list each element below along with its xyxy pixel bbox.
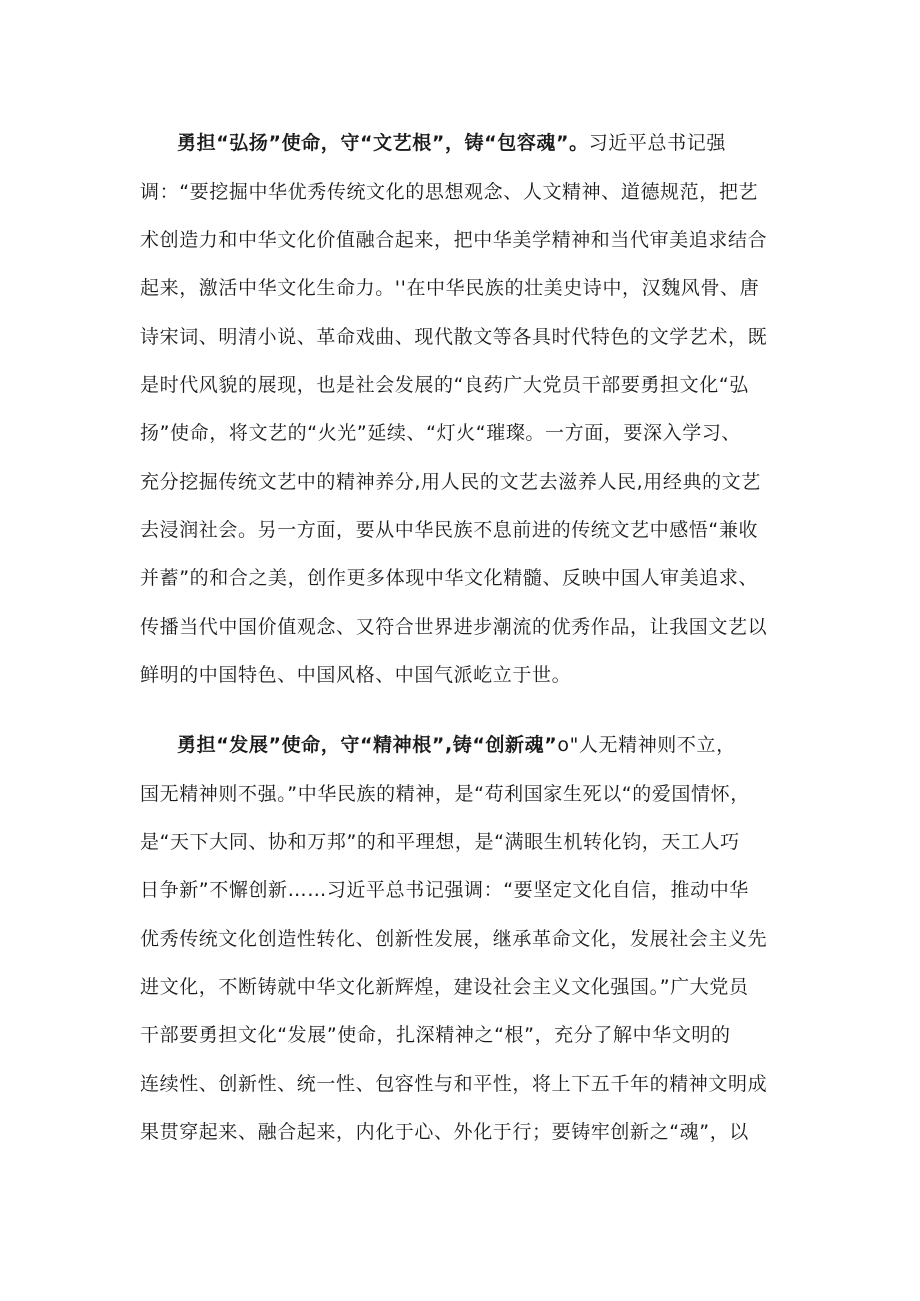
paragraph-2-line-8: 连续性、创新性、统一性、包容性与和平性，将上下五千年的精神文明成 <box>140 1073 768 1095</box>
paragraph-1-line-6: 是时代风貌的展现，也是社会发展的“良药广大党员干部要勇担文化“弘 <box>140 374 749 396</box>
paragraph-2-line-3: 是“天下大同、协和万邦”的和平理想，是“满眼生机转化钧，天工人巧 <box>140 831 740 853</box>
paragraph-1-line-2: 调：“要挖掘中华优秀传统文化的思想观念、人文精神、道德规范，把艺 <box>140 181 759 203</box>
paragraph-2-line-2: 国无精神则不强。”中华民族的精神，是“苟利国家生死以“的爱国情怀， <box>140 783 750 805</box>
paragraph-2-line-1 <box>177 733 736 757</box>
paragraph-2-line-4: 日争新”不懈创新……习近平总书记强调：“要坚定文化自信，推动中华 <box>140 879 749 901</box>
paragraph-2-line-7: 干部要勇担文化“发展”使命，扎深精神之“根”，充分了解中华文明的 <box>140 1024 731 1046</box>
paragraph-2-line-9: 果贯穿起来、融合起来，内化于心、外化于行；要铸牢创新之“魂”，以 <box>140 1121 749 1143</box>
paragraph-1-line-7: 扬”使命，将文艺的“火光”延续、“灯火“璀璨。一方面，要深入学习、 <box>140 422 742 444</box>
paragraph-1-text: 习近平总书记强 <box>588 132 726 154</box>
paragraph-1-line-9: 去浸润社会。另一方面，要从中华民族不息前进的传统文艺中感悟“兼收 <box>140 519 759 541</box>
paragraph-2-line-6: 进文化，不断铸就中华文化新辉煌，建设社会主义文化强国。”广大党员 <box>140 976 749 998</box>
paragraph-2-text: o"人无精神则不立， <box>557 734 736 756</box>
paragraph-2-line-5: 优秀传统文化创造性转化、创新性发展，继承革命文化，发展社会主义先 <box>140 928 768 950</box>
paragraph-1-line-4: 起来，激活中华文化生命力。''在中华民族的壮美史诗中，汉魏风骨、唐 <box>140 277 760 299</box>
paragraph-1-line-12: 鲜明的中国特色、中国风格、中国气派屹立于世。 <box>140 664 572 686</box>
paragraph-1-line-10: 并蓄”的和合之美，创作更多体现中华文化精髓、反映中国人审美追求、 <box>140 567 759 589</box>
paragraph-2-heading: 勇担“发展”使命，守“精神根”,铸“创新魂” <box>177 734 558 756</box>
paragraph-1-heading: 勇担“弘扬”使命，守“文艺根”，铸“包容魂”。 <box>177 132 589 154</box>
paragraph-1-line-1 <box>177 131 726 155</box>
paragraph-1-line-5: 诗宋词、明清小说、革命戏曲、现代散文等各具时代特色的文学艺术，既 <box>140 326 768 348</box>
paragraph-1-line-8: 充分挖掘传统文艺中的精神养分,用人民的文艺去滋养人民,用经典的文艺 <box>140 471 761 493</box>
paragraph-1-line-3: 术创造力和中华文化价值融合起来，把中华美学精神和当代审美追求结合 <box>140 229 768 251</box>
paragraph-1-line-11: 传播当代中国价值观念、又符合世界进步潮流的优秀作品，让我国文艺以 <box>140 616 768 638</box>
